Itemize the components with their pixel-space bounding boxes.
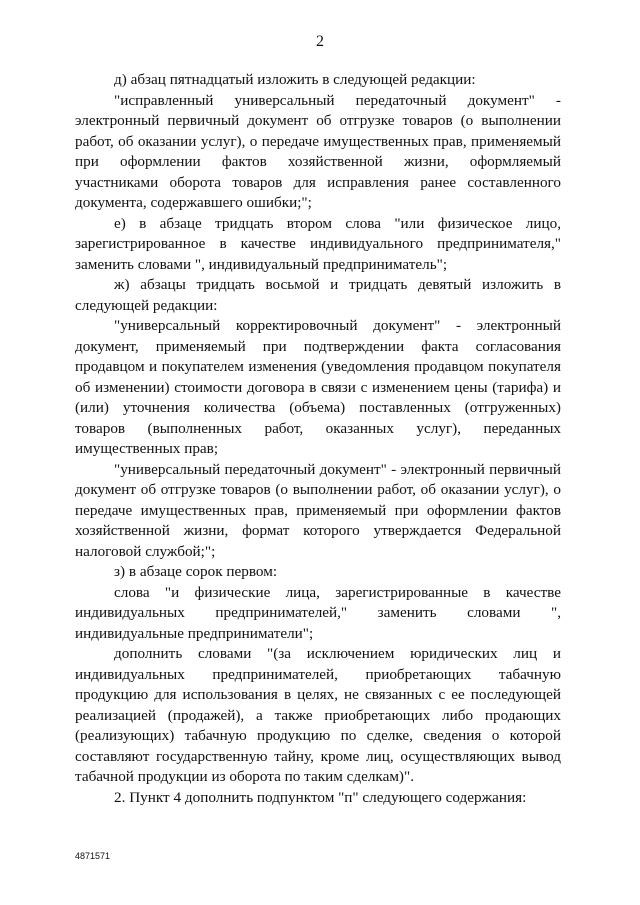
paragraph-ukd: "универсальный корректировочный документ" - электронный документ, применяемый при подтверждении факта согласования продавцом и покупателем изменения (уведомления продавцом покупателя об изменении) стоимости договора в связи с изменением цены (тарифа) и (или) уточнения количества (объема) поставленных (отгруженных) товаров (выполненных работ, оказанных услуг), переданных имущественных прав; [75,317,561,457]
paragraph-upd: "универсальный передаточный документ" - электронный первичный документ об отгрузке товаров (о выполнении работ, об оказании услуг), о передаче имущественных прав, применяемый при оформлении фактов хозяйственной жизни, формат которого утверждается Федеральной налоговой службой;"; [75,460,561,560]
paragraph-e: е) в абзаце тридцать втором слова "или физическое лицо, зарегистрированное в качестве индивидуального предпринимателя," заменить словами ", индивидуальный предприниматель"; [75,214,561,273]
paragraph-point-2: 2. Пункт 4 дополнить подпунктом "п" следующего содержания: [114,788,527,806]
paragraph-zh: ж) абзацы тридцать восьмой и тридцать девятый изложить в следующей редакции: [75,276,561,314]
paragraph-upd-corrected: "исправленный универсальный передаточный документ" - электронный первичный документ об отгрузке товаров (о выполнении работ, об оказании услуг), о передаче имущественных прав, применяемый при оформлении фактов хозяйственной жизни, оформляемый участниками оборота товаров для исправления ранее составленного документа, содержавшего ошибки;"; [75,91,561,211]
paragraph-words-replace: слова "и физические лица, зарегистрированные в качестве индивидуальных предпринимателей," заменить словами ", индивидуальные предприниматели"; [75,583,561,642]
paragraph-z: з) в абзаце сорок первом: [114,563,278,580]
paragraph-d: д) абзац пятнадцатый изложить в следующей редакции: [114,71,476,88]
document-body [75,70,561,808]
paragraph-supplement: дополнить словами "(за исключением юридических лиц и индивидуальных предпринимателей, приобретающих табачную продукцию для использования в целях, не связанных с ее последующей реализацией (продажей), а также приобретающих либо продающих (реализующих) табачную продукцию по сделке, сведения о которой составляют государственную тайну, кроме лиц, осуществляющих вывод табачной продукции из оборота по таким сделкам)". [75,645,561,785]
page-number: 2 [316,33,324,50]
document-id: 4871571 [75,851,111,861]
